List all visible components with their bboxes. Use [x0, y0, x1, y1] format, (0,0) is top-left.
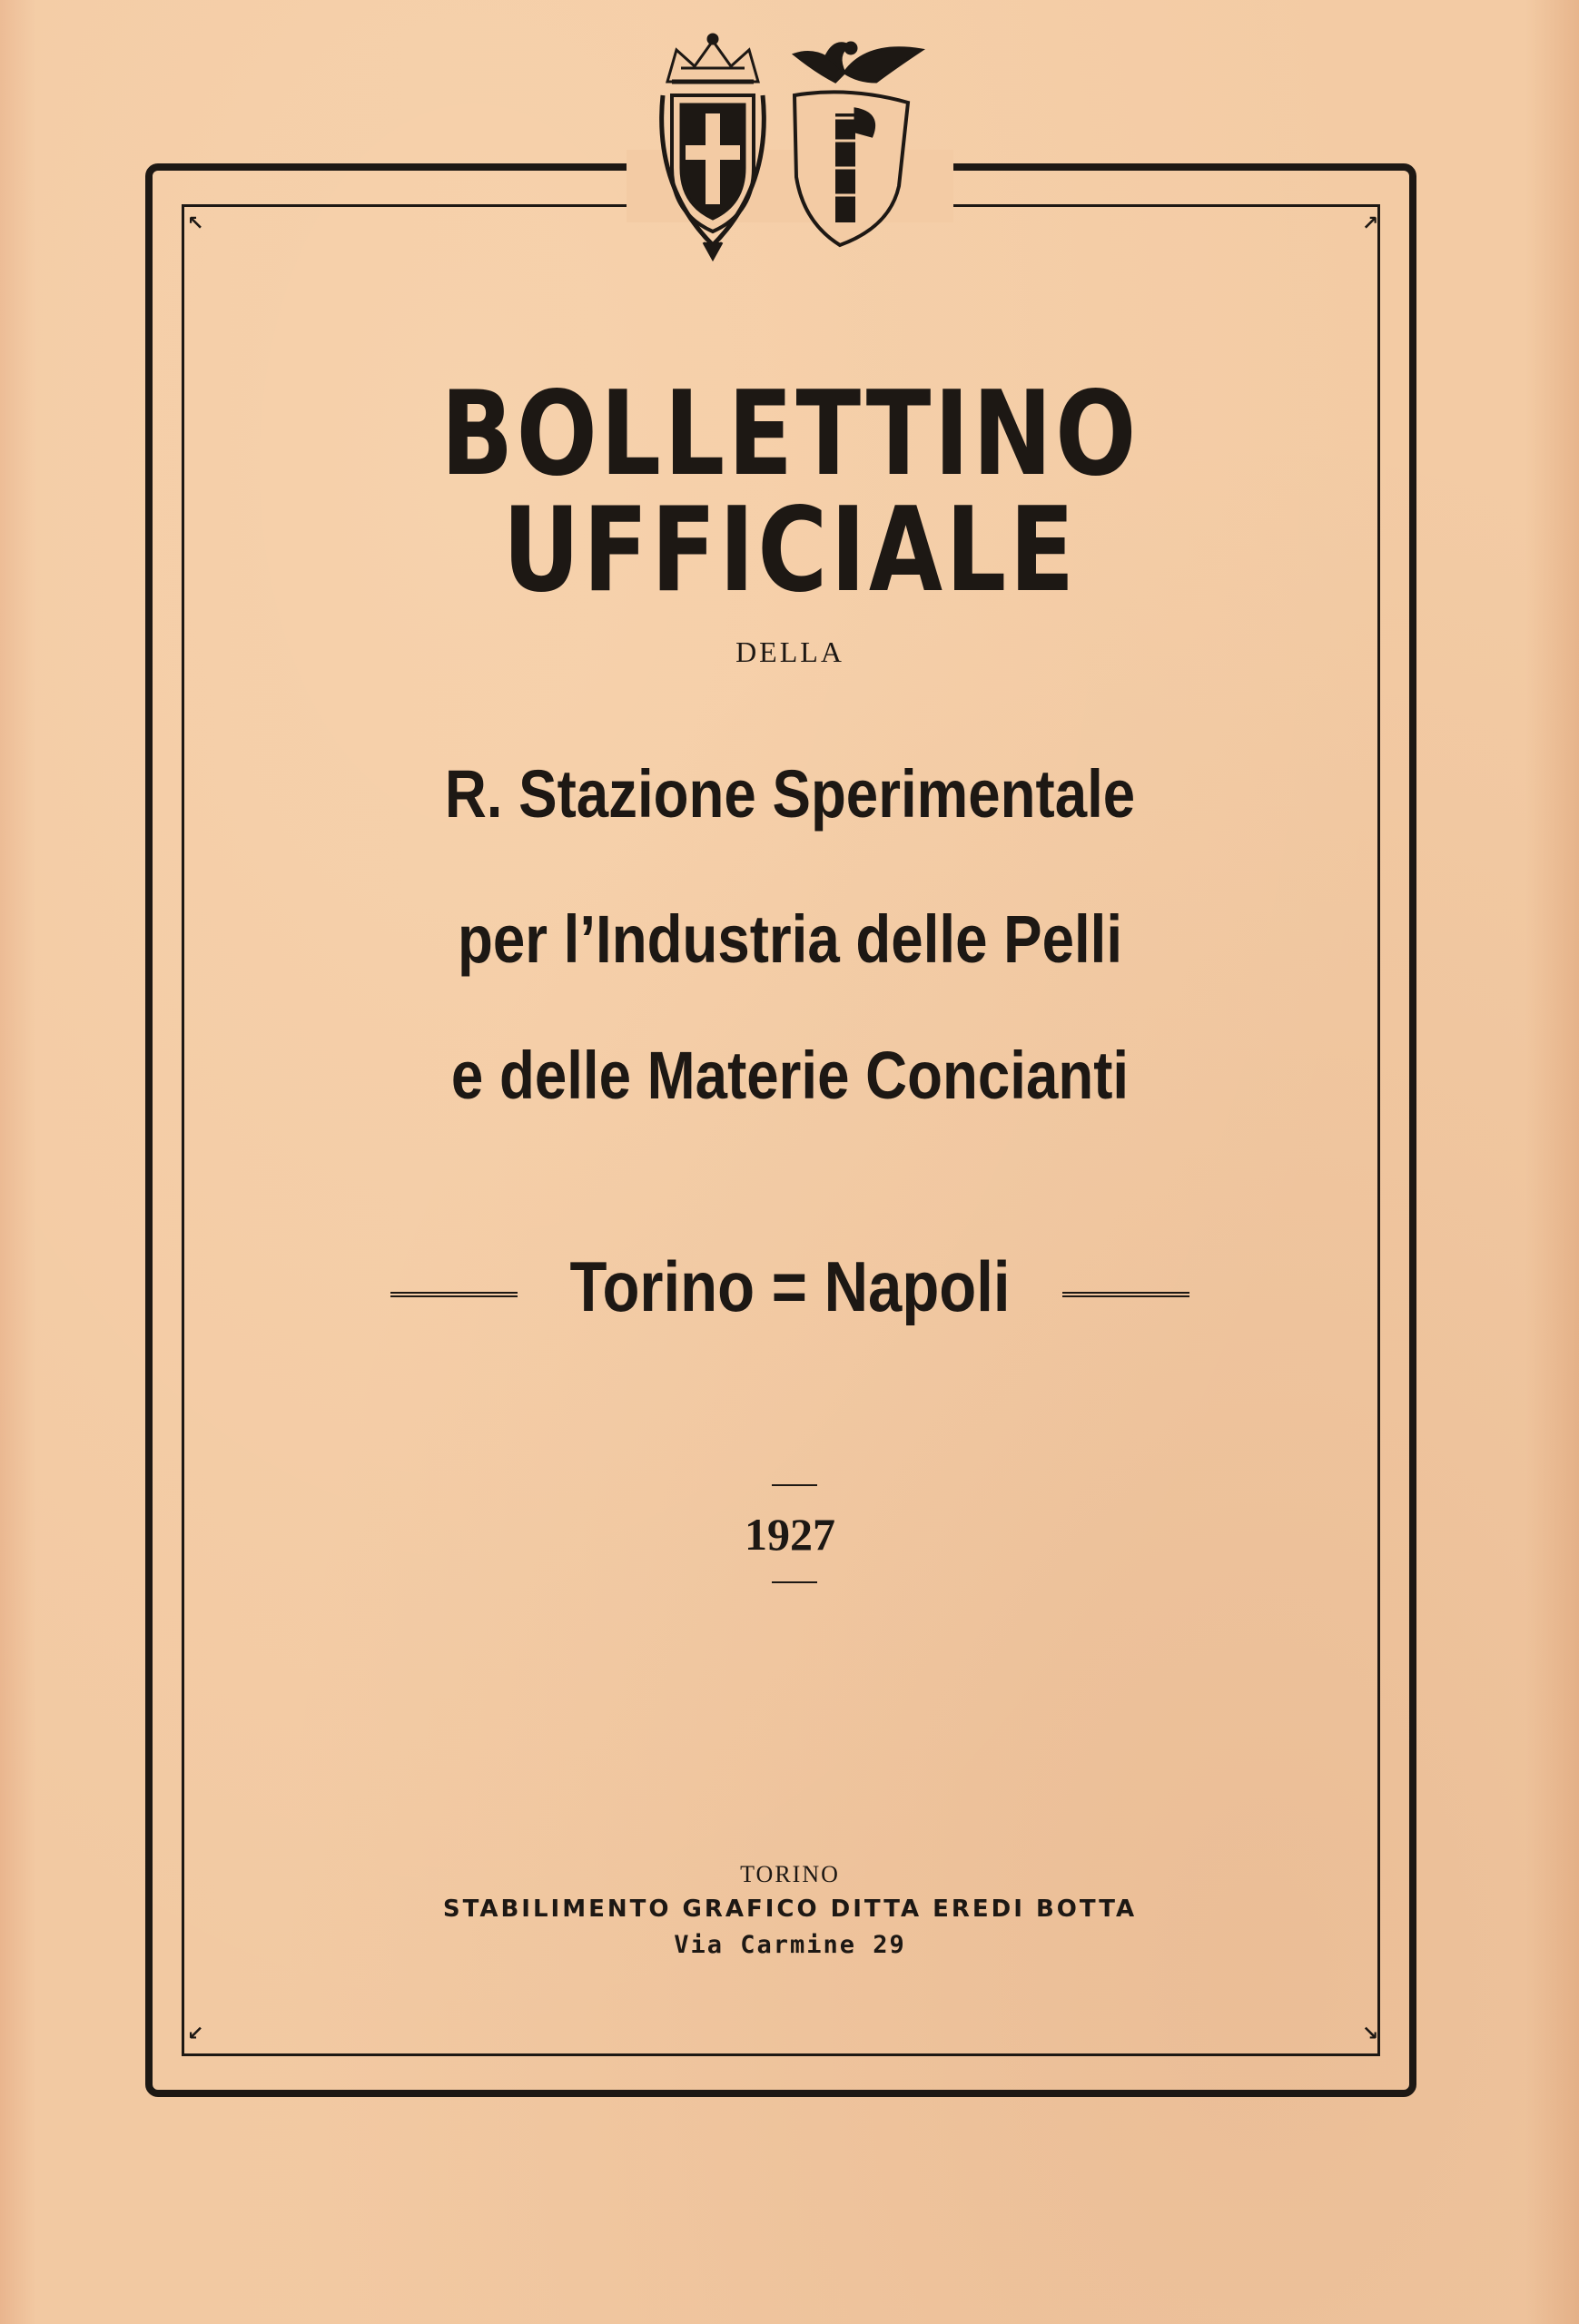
publication-year: 1927 — [745, 1509, 835, 1560]
eagle-fasces-shield-icon — [794, 43, 922, 245]
emblem — [649, 32, 940, 268]
year-rule-top — [772, 1484, 817, 1486]
institution-line-2: per l’Industria delle Pelli — [457, 901, 1123, 977]
corner-ornament-top-left-icon: ↖ — [187, 212, 204, 235]
della-label: DELLA — [735, 635, 844, 668]
institution-line-1: R. Stazione Sperimentale — [444, 756, 1136, 832]
royal-savoy-crest-icon — [662, 34, 765, 259]
institution-line-3: e delle Materie Concianti — [450, 1038, 1130, 1113]
corner-ornament-bottom-left-icon: ↙ — [187, 2023, 204, 2045]
year-rule-bottom — [772, 1581, 817, 1583]
imprint-city: TORINO — [740, 1861, 840, 1887]
publication-title: BOLLETTINO UFFICIALE — [440, 367, 1140, 618]
city-rule-left — [390, 1292, 518, 1297]
cities-text: Torino = Napoli — [569, 1246, 1011, 1326]
cities-row — [381, 1248, 1199, 1330]
city-rule-right — [1062, 1292, 1189, 1297]
imprint-printer: STABILIMENTO GRAFICO DITTA EREDI BOTTA — [442, 1896, 1138, 1923]
corner-ornament-top-right-icon: ↗ — [1362, 212, 1379, 235]
imprint-address: Via Carmine 29 — [674, 1931, 906, 1959]
corner-ornament-bottom-right-icon: ↘ — [1362, 2023, 1379, 2045]
